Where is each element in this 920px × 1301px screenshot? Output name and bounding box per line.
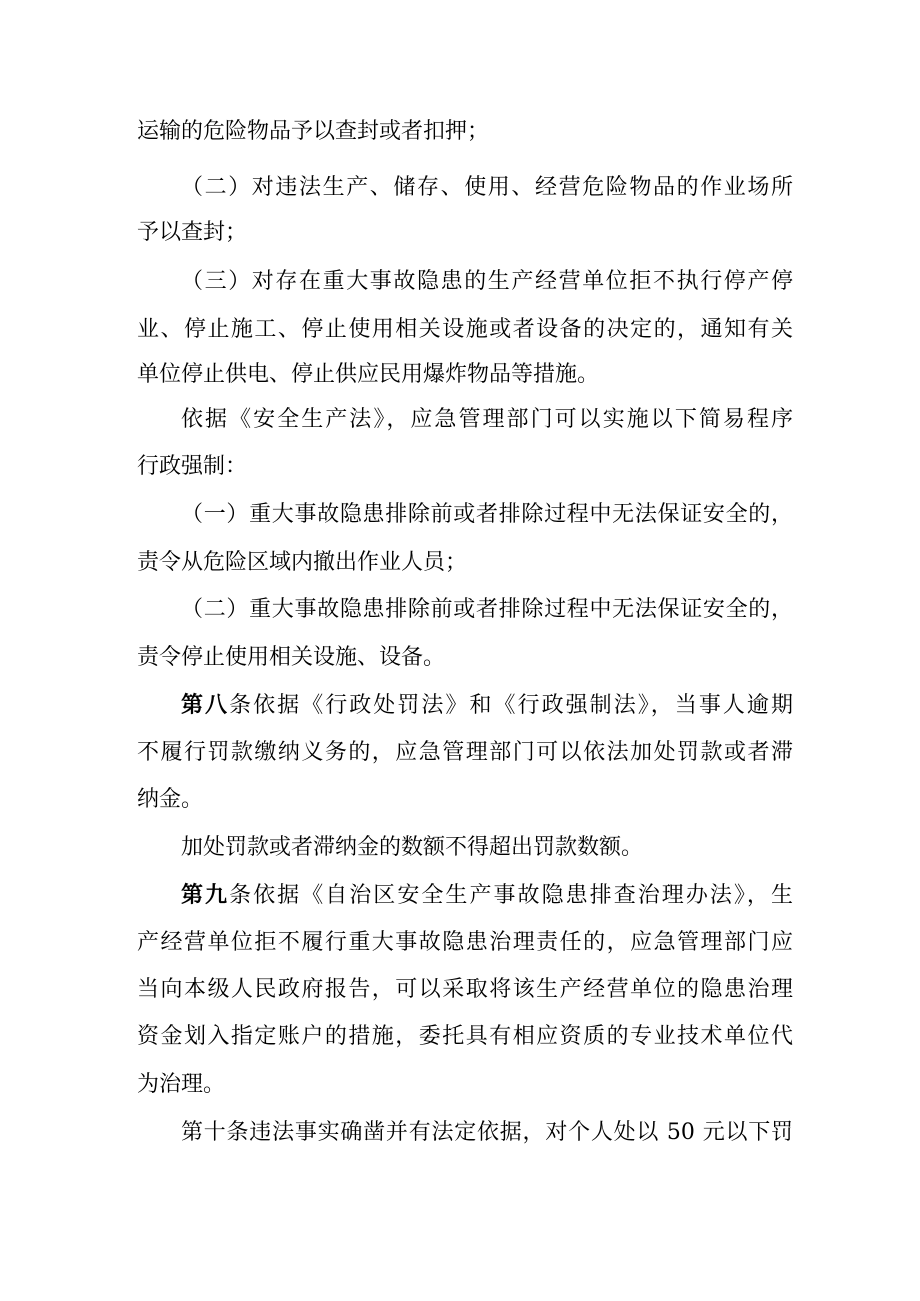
text-line: 第十条违法事实确凿并有法定依据，对个人处以 50 元以下罚 <box>181 1120 793 1145</box>
text-line: 不履行罚款缴纳义务的，应急管理部门可以依法加处罚款或者滞 <box>137 740 793 765</box>
article-number: 第八 <box>181 692 230 718</box>
text-line: （二）重大事故隐患排除前或者排除过程中无法保证安全的， <box>181 597 793 622</box>
text-line: 运输的危险物品予以查封或者扣押； <box>137 119 490 144</box>
text-line: （一）重大事故隐患排除前或者排除过程中无法保证安全的， <box>181 502 793 527</box>
text-line: 责令停止使用相关设施、设备。 <box>137 645 446 670</box>
text-line: 为治理。 <box>137 1072 226 1097</box>
text-line: 行政强制： <box>137 454 248 479</box>
text-line: （三）对存在重大事故隐患的生产经营单位拒不执行停产停 <box>181 269 793 294</box>
text-line: （二）对违法生产、储存、使用、经营危险物品的作业场所 <box>181 175 793 200</box>
text-line: 予以查封； <box>137 220 248 245</box>
article-text: 条依据《自治区安全生产事故隐患排查治理办法》，生 <box>229 883 793 908</box>
article-9-line <box>181 880 793 911</box>
text-line: 当向本级人民政府报告，可以采取将该生产经营单位的隐患治理 <box>137 977 793 1002</box>
text-line: 单位停止供电、停止供应民用爆炸物品等措施。 <box>137 362 600 387</box>
text-line: 责令从危险区域内撤出作业人员； <box>137 550 468 575</box>
article-8-line <box>181 690 793 721</box>
text-line: 产经营单位拒不履行重大事故隐患治理责任的，应急管理部门应 <box>137 930 793 955</box>
article-number: 第九 <box>181 882 230 908</box>
text-line: 依据《安全生产法》，应急管理部门可以实施以下简易程序 <box>181 407 793 432</box>
text-line: 资金划入指定账户的措施，委托具有相应资质的专业技术单位代 <box>137 1024 793 1049</box>
text-line: 纳金。 <box>137 787 204 812</box>
article-text: 条依据《行政处罚法》和《行政强制法》，当事人逾期 <box>229 693 793 718</box>
text-line: 加处罚款或者滞纳金的数额不得超出罚款数额。 <box>181 835 644 860</box>
text-line: 业、停止施工、停止使用相关设施或者设备的决定的，通知有关 <box>137 317 793 342</box>
